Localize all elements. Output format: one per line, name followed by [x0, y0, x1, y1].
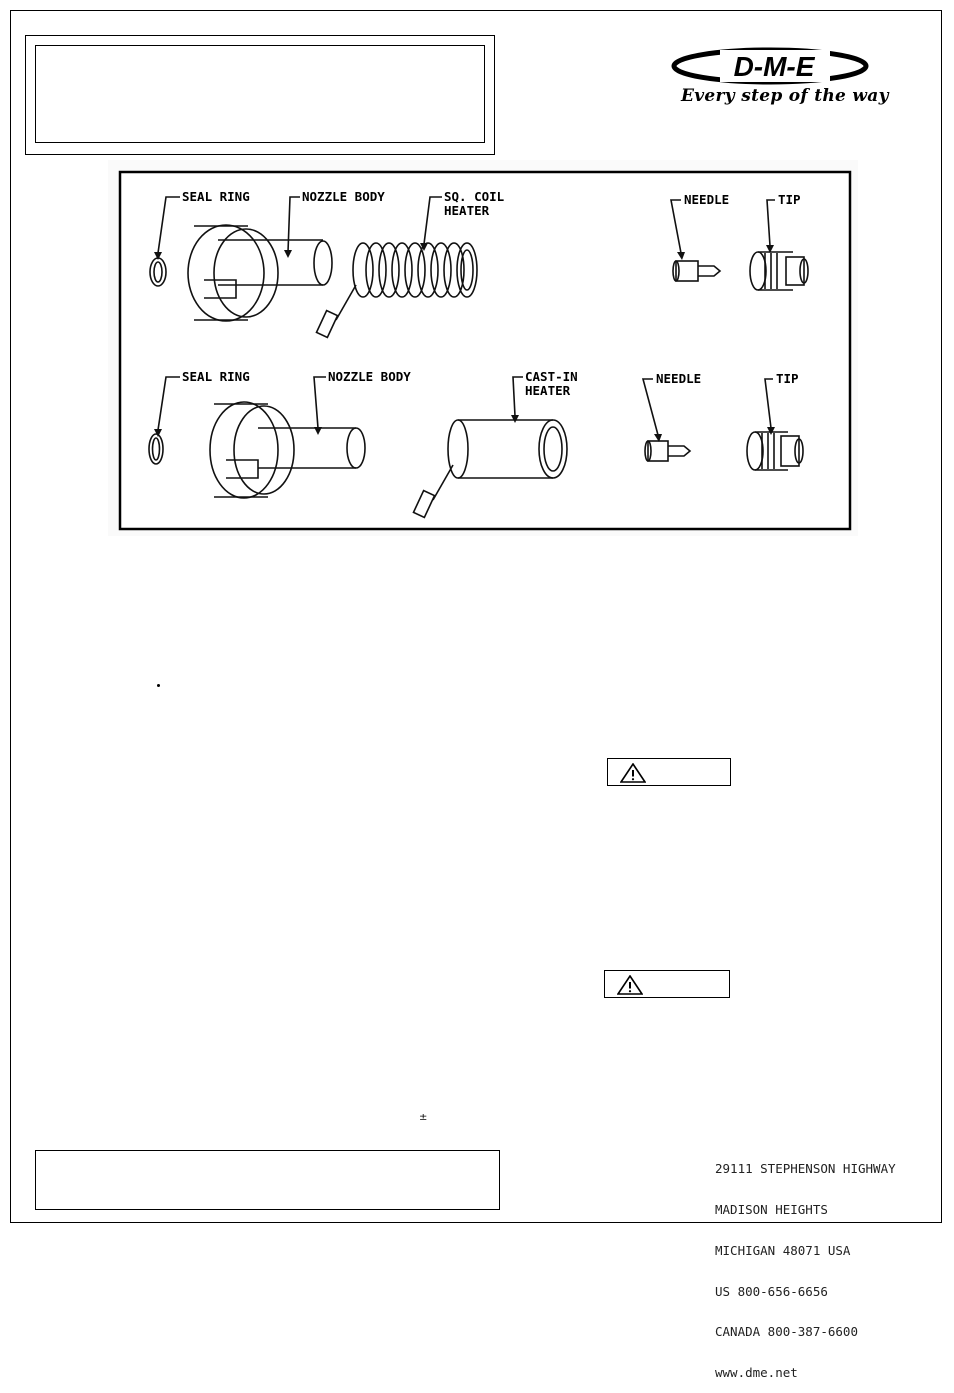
label-heater-1-line2: HEATER	[444, 203, 490, 218]
address-city: MADISON HEIGHTS	[715, 1201, 828, 1217]
title-box	[35, 45, 485, 143]
warning-triangle-icon	[617, 975, 643, 995]
address-state: MICHIGAN 48071 USA	[715, 1242, 851, 1258]
warning-box-1	[607, 758, 731, 786]
address-website[interactable]: www.dme.net	[715, 1365, 798, 1381]
label-tip-1: TIP	[778, 192, 801, 207]
label-heater-1-line1: SQ. COIL	[444, 189, 505, 204]
address-phone-us: US 800-656-6656	[715, 1283, 828, 1299]
nozzle-exploded-diagram	[108, 160, 858, 536]
label-seal-ring-2: SEAL RING	[182, 369, 250, 384]
address-street: 29111 STEPHENSON HIGHWAY	[715, 1161, 896, 1177]
footer-box	[35, 1150, 500, 1210]
label-seal-ring-1: SEAL RING	[182, 189, 250, 204]
logo-brand: D-M-E	[733, 51, 815, 82]
label-nozzle-body-1: NOZZLE BODY	[302, 189, 385, 204]
warning-triangle-icon	[620, 763, 646, 783]
label-tip-2: TIP	[776, 371, 799, 386]
label-heater-2-line2: HEATER	[525, 383, 571, 398]
label-needle-1: NEEDLE	[684, 192, 730, 207]
label-needle-2: NEEDLE	[656, 371, 702, 386]
plus-minus-symbol: ±	[419, 1112, 428, 1123]
bullet-dot	[157, 684, 160, 687]
logo-tagline: Every step of the way	[681, 86, 889, 106]
label-nozzle-body-2: NOZZLE BODY	[328, 369, 411, 384]
company-address	[715, 1135, 896, 1393]
address-phone-canada: CANADA 800-387-6600	[715, 1324, 858, 1340]
label-heater-2-line1: CAST-IN	[525, 369, 578, 384]
warning-box-2	[604, 970, 730, 998]
